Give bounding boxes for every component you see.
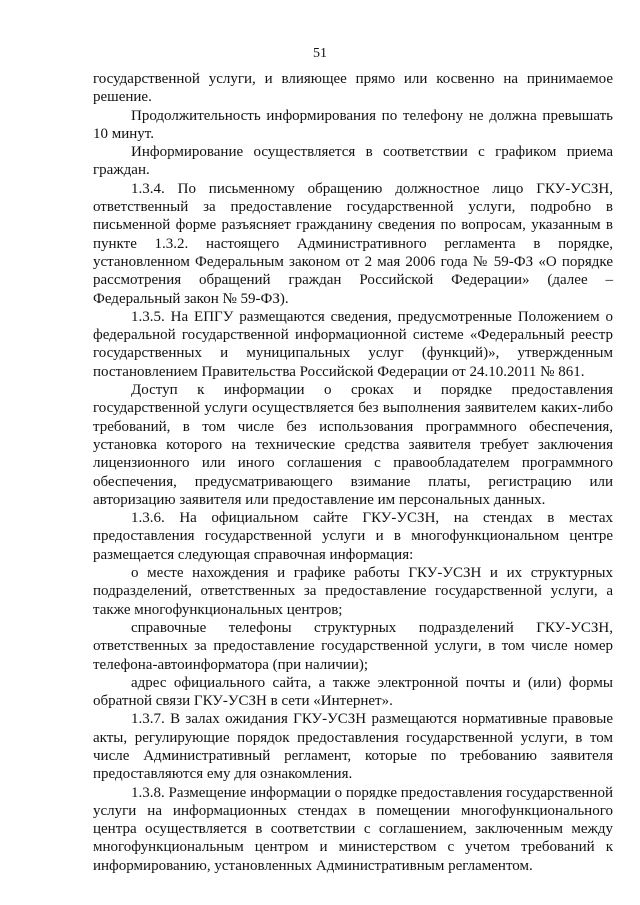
paragraph-1-3-7: 1.3.7. В залах ожидания ГКУ-УСЗН размещаются нормативные правовые акты, регулирующие порядок предоставления государственной услуги, в том числе Административный регламент, которые по требованию заявителя предоставляются ему для ознакомления. (93, 711, 613, 783)
paragraph-website: адрес официального сайта, а также электронной почты и (или) формы обратной связи ГКУ-УСЗН в сети «Интернет». (93, 674, 613, 710)
paragraph-access: Доступ к информации о сроках и порядке предоставления государственной услуги осуществляется без выполнения заявителем каких-либо требований, в том числе без использования программного обеспечения, установка которого на технические средства заявителя требует заключения лицензионного или иного соглашения с правообладателем программного обеспечения, предусматривающего взимание платы, регистрацию или авторизацию заявителя или предоставление им персональных данных. (93, 382, 613, 508)
paragraph-schedule: Информирование осуществляется в соответствии с графиком приема граждан. (93, 144, 613, 179)
paragraph-1-3-8: 1.3.8. Размещение информации о порядке предоставления государственной услуги на информационных стендах в помещении многофункционального центра осуществляется в соответствии с соглашением, заключенным между многофункциональным центром и министерством с учетом требований к информированию, установленных Административным регламентом. (93, 784, 613, 874)
page-number: 51 (313, 46, 327, 61)
paragraph-phone-duration: Продолжительность информирования по телефону не должна превышать 10 минут. (93, 107, 613, 142)
paragraph-1-3-4: 1.3.4. По письменному обращению должностное лицо ГКУ-УСЗН, ответственный за предоставление государственной услуги, подробно в письменной форме разъясняет гражданину сведения по вопросам, указанным в пункте 1.3.2. настоящего Административного регламента в порядке, установленном Федеральным законом от 2 мая 2006 года № 59-ФЗ «О порядке рассмотрения обращений граждан Российской Федерации» (далее – Федеральный закон № 59-ФЗ). (93, 180, 613, 307)
paragraph-1-3-5: 1.3.5. На ЕПГУ размещаются сведения, предусмотренные Положением о федеральной государственной информационной системе «Федеральный реестр государственных и муниципальных услуг (функций)», утвержденным постановлением Правительства Российской Федерации от 24.10.2011 № 861. (93, 308, 613, 380)
paragraph-continuation: государственной услуги, и влияющее прямо или косвенно на принимаемое решение. (93, 71, 613, 106)
paragraph-location: о месте нахождения и графике работы ГКУ-УСЗН и их структурных подразделений, ответственных за предоставление государственной услуги, а также многофункциональных центров; (93, 565, 613, 618)
paragraph-phones: справочные телефоны структурных подразделений ГКУ-УСЗН, ответственных за предоставление государственной услуги, в том числе номер телефона-автоинформатора (при наличии); (93, 619, 613, 673)
paragraph-1-3-6: 1.3.6. На официальном сайте ГКУ-УСЗН, на стендах в местах предоставления государственной услуги и в многофункциональном центре размещается следующая справочная информация: (93, 510, 613, 563)
document-body (93, 70, 613, 875)
